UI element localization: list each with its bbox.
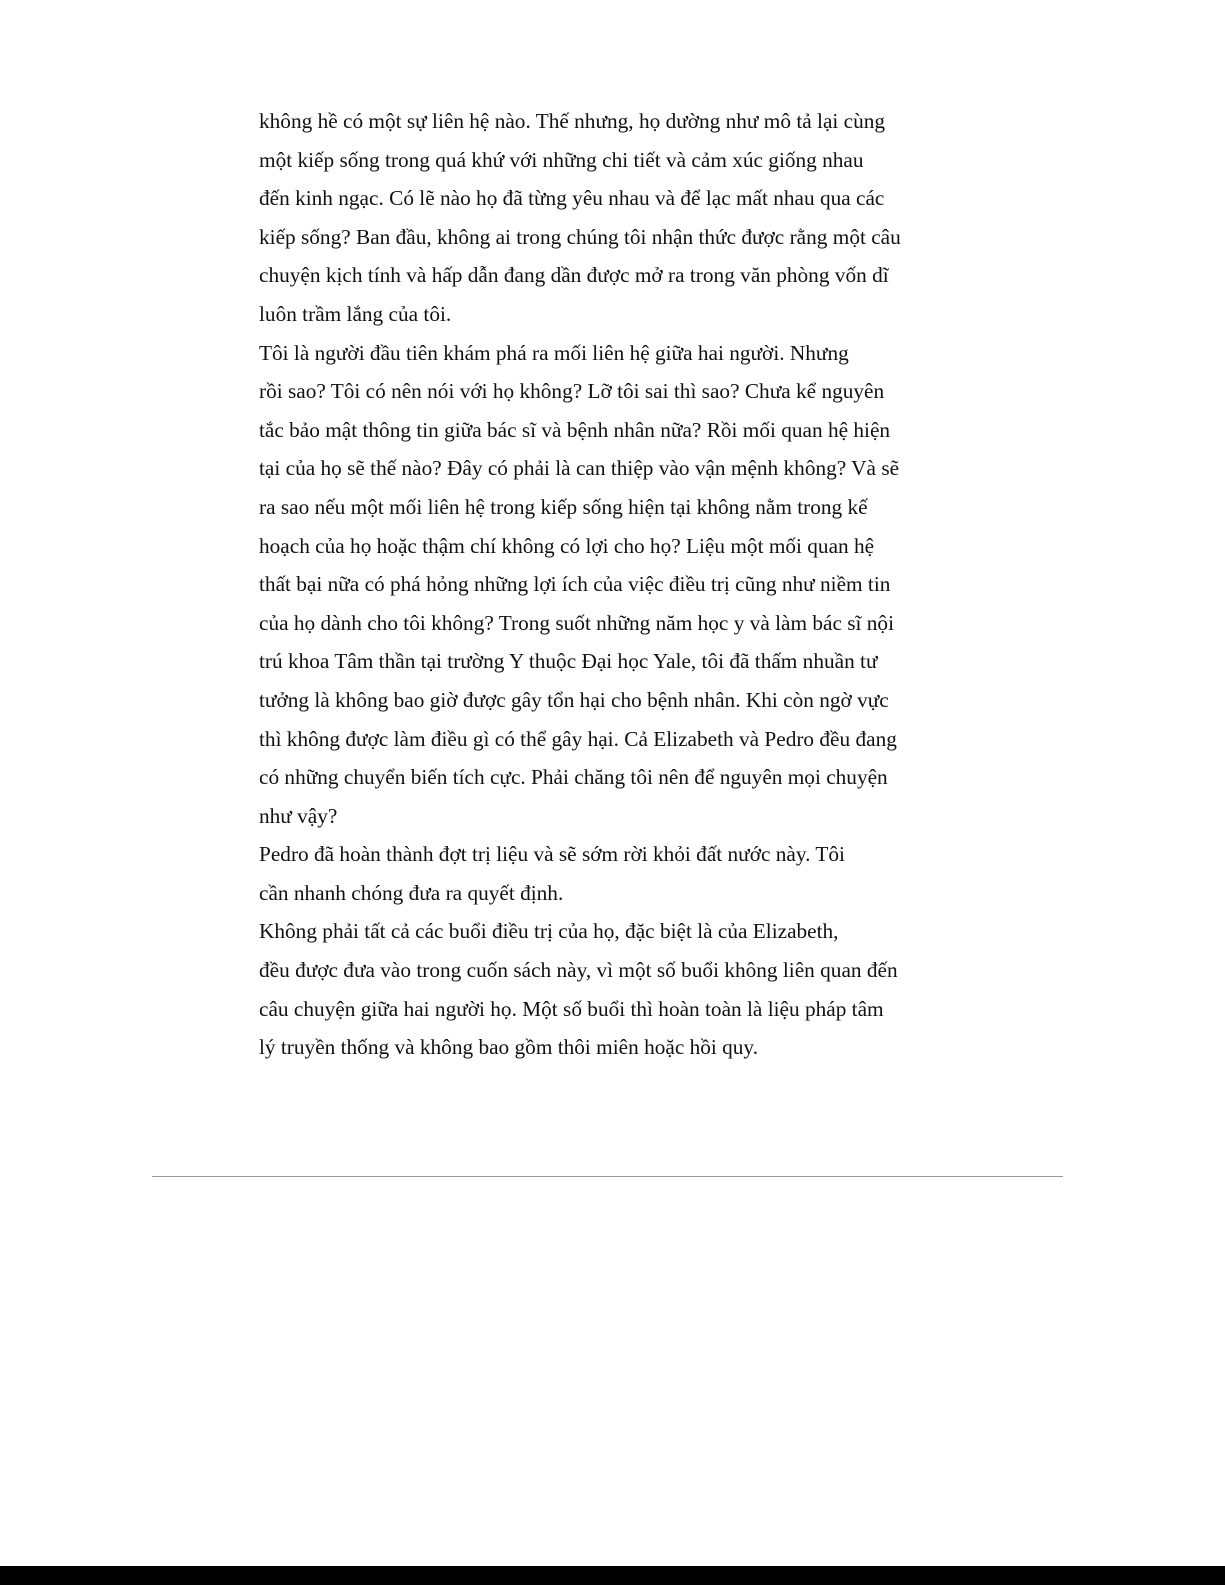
page-divider (152, 1176, 1063, 1177)
text-line: ra sao nếu một mối liên hệ trong kiếp sống hiện tại không nằm trong kế (259, 494, 868, 519)
text-line: đều được đưa vào trong cuốn sách này, vì một số buổi không liên quan đến (259, 958, 898, 983)
text-line: không hề có một sự liên hệ nào. Thế nhưng, họ dường như mô tả lại cùng (259, 109, 886, 133)
text-line: kiếp sống? Ban đầu, không ai trong chúng tôi nhận thức được rằng một câu (259, 224, 901, 249)
text-line: lý truyền thống và không bao gồm thôi miên hoặc hồi quy. (259, 1035, 759, 1060)
text-line: của họ dành cho tôi không? Trong suốt những năm học y và làm bác sĩ nội (259, 610, 894, 635)
text-line: hoạch của họ hoặc thậm chí không có lợi cho họ? Liệu một mối quan hệ (259, 533, 875, 558)
text-line: có những chuyển biến tích cực. Phải chăng tôi nên để nguyên mọi chuyện (259, 765, 888, 790)
text-line: Tôi là người đầu tiên khám phá ra mối liên hệ giữa hai người. Nhưng (259, 340, 849, 365)
text-line: rồi sao? Tôi có nên nói với họ không? Lỡ tôi sai thì sao? Chưa kể nguyên (259, 379, 885, 404)
text-line: trú khoa Tâm thần tại trường Y thuộc Đại học Yale, tôi đã thấm nhuần tư (259, 649, 878, 674)
text-line: luôn trầm lắng của tôi. (259, 301, 452, 326)
text-line: Không phải tất cả các buổi điều trị của họ, đặc biệt là của Elizabeth, (259, 919, 839, 944)
text-line: như vậy? (259, 803, 338, 828)
text-line: thì không được làm điều gì có thể gây hại. Cả Elizabeth và Pedro đều đang (259, 726, 897, 751)
text-line: Pedro đã hoàn thành đợt trị liệu và sẽ sớm rời khỏi đất nước này. Tôi (259, 842, 845, 867)
text-line: thất bại nữa có phá hỏng những lợi ích của việc điều trị cũng như niềm tin (259, 572, 891, 597)
text-line: cần nhanh chóng đưa ra quyết định. (259, 880, 564, 905)
text-line: tắc bảo mật thông tin giữa bác sĩ và bệnh nhân nữa? Rồi mối quan hệ hiện (259, 417, 891, 442)
text-line: chuyện kịch tính và hấp dẫn đang dần được mở ra trong văn phòng vốn dĩ (259, 263, 889, 288)
text-line: tại của họ sẽ thế nào? Đây có phải là can thiệp vào vận mệnh không? Và sẽ (259, 456, 900, 481)
text-line: tưởng là không bao giờ được gây tổn hại cho bệnh nhân. Khi còn ngờ vực (259, 687, 889, 712)
text-line: đến kinh ngạc. Có lẽ nào họ đã từng yêu nhau và để lạc mất nhau qua các (259, 186, 885, 211)
body-text (259, 102, 959, 1067)
page-bottom-edge (0, 1566, 1225, 1585)
text-line: một kiếp sống trong quá khứ với những chi tiết và cảm xúc giống nhau (259, 147, 864, 172)
text-line: câu chuyện giữa hai người họ. Một số buổi thì hoàn toàn là liệu pháp tâm (259, 996, 884, 1021)
